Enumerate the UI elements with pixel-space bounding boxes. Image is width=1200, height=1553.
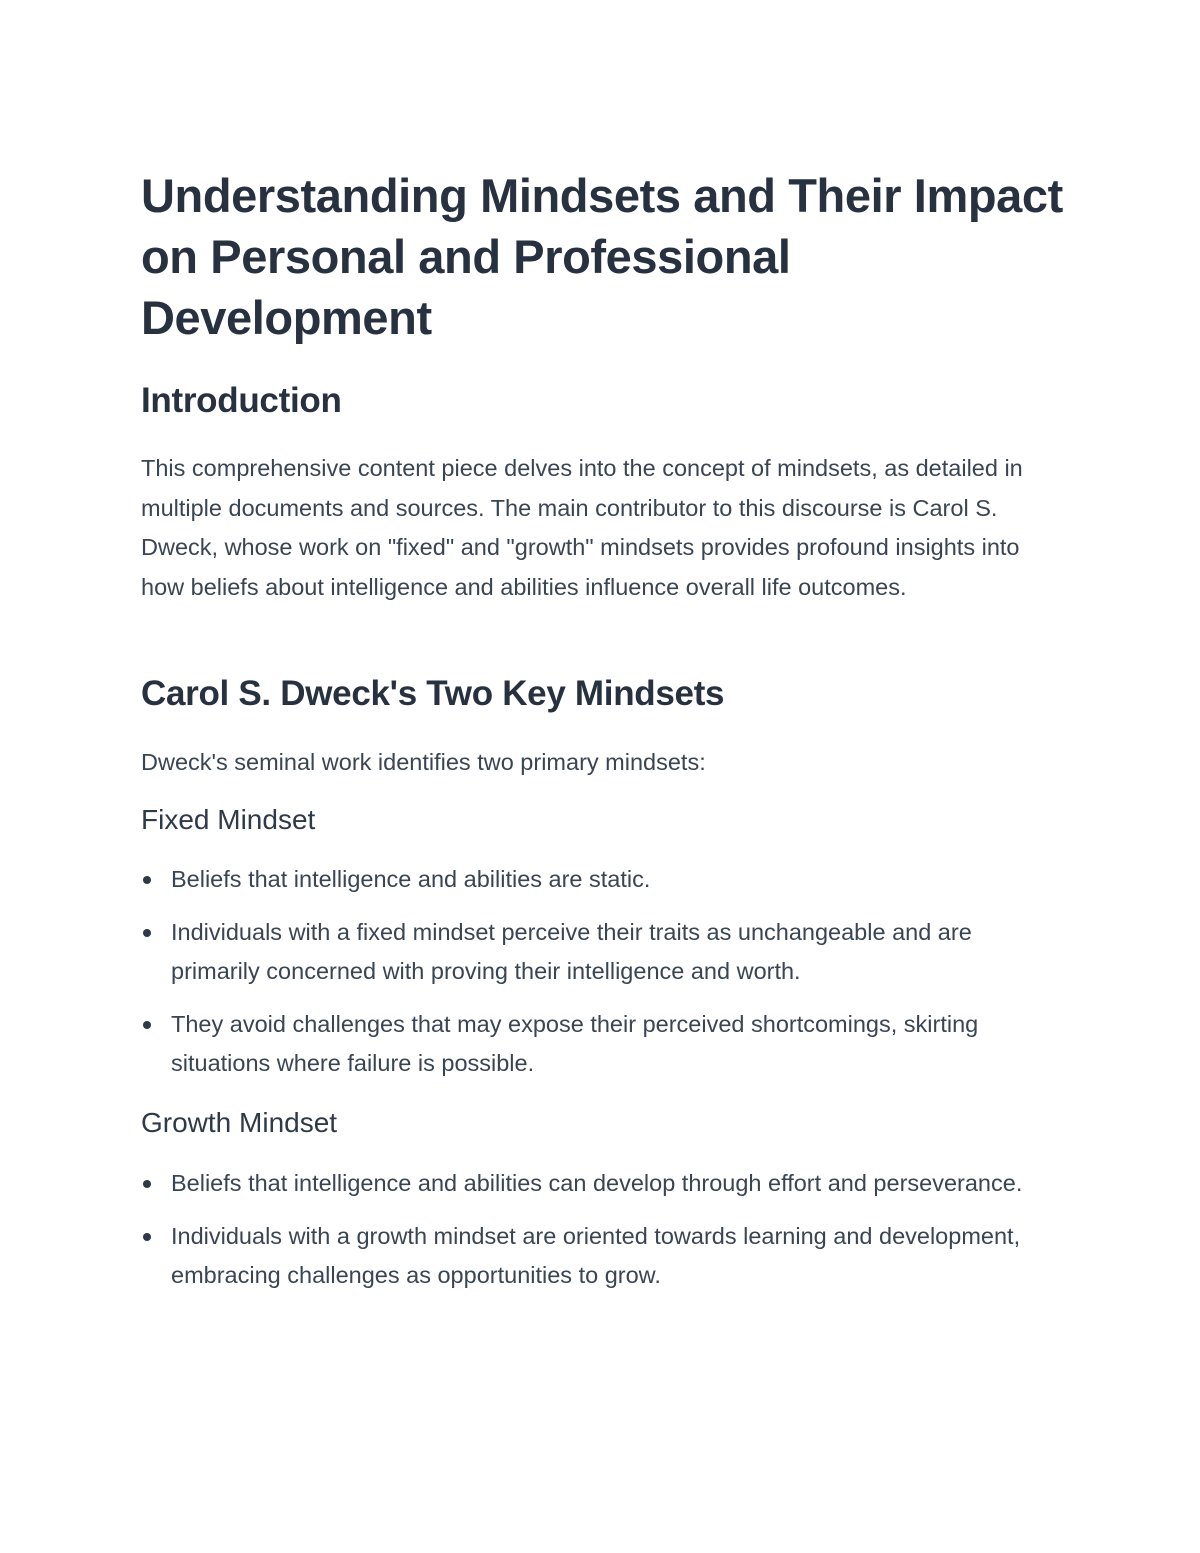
list-item-text: Beliefs that intelligence and abilities are static. <box>171 866 651 892</box>
fixed-mindset-list <box>141 860 1071 1097</box>
bullet-icon <box>143 1233 151 1241</box>
growth-mindset-list <box>141 1164 1071 1309</box>
introduction-paragraph: This comprehensive content piece delves into the concept of mindsets, as detailed in multiple documents and sources. The main contributor to this discourse is Carol S. Dweck, whose work on "fixed" and "growth" mindsets provides profound insights into how beliefs about intelligence and abilities influence overall life outcomes. <box>141 455 1023 600</box>
bullet-icon <box>143 1021 151 1029</box>
list-item-text: They avoid challenges that may expose their perceived shortcomings, skirting situations where failure is possible. <box>171 1010 979 1076</box>
bullet-icon <box>143 929 151 937</box>
list-item <box>141 1005 1051 1084</box>
list-item-text: Individuals with a fixed mindset perceive their traits as unchangeable and are primarily concerned with proving their intelligence and worth. <box>171 918 972 984</box>
bullet-icon <box>143 876 151 884</box>
list-item <box>141 913 1051 992</box>
list-item <box>141 1217 1051 1296</box>
subsection-heading-growth-mindset: Growth Mindset <box>141 1107 338 1138</box>
section-heading-two-key-mindsets: Carol S. Dweck's Two Key Mindsets <box>141 674 725 713</box>
document-title: Understanding Mindsets and Their Impact on Personal and Professional Development <box>141 169 1063 344</box>
list-item-text: Individuals with a growth mindset are oriented towards learning and development, embracing challenges as opportunities to grow. <box>171 1222 1021 1288</box>
bullet-icon <box>143 1180 151 1188</box>
two-mindsets-intro-paragraph: Dweck's seminal work identifies two primary mindsets: <box>141 749 706 775</box>
list-item <box>141 860 1051 900</box>
list-item <box>141 1164 1051 1204</box>
section-heading-introduction: Introduction <box>141 381 342 420</box>
list-item-text: Beliefs that intelligence and abilities can develop through effort and perseverance. <box>171 1170 1023 1196</box>
subsection-heading-fixed-mindset: Fixed Mindset <box>141 804 316 835</box>
